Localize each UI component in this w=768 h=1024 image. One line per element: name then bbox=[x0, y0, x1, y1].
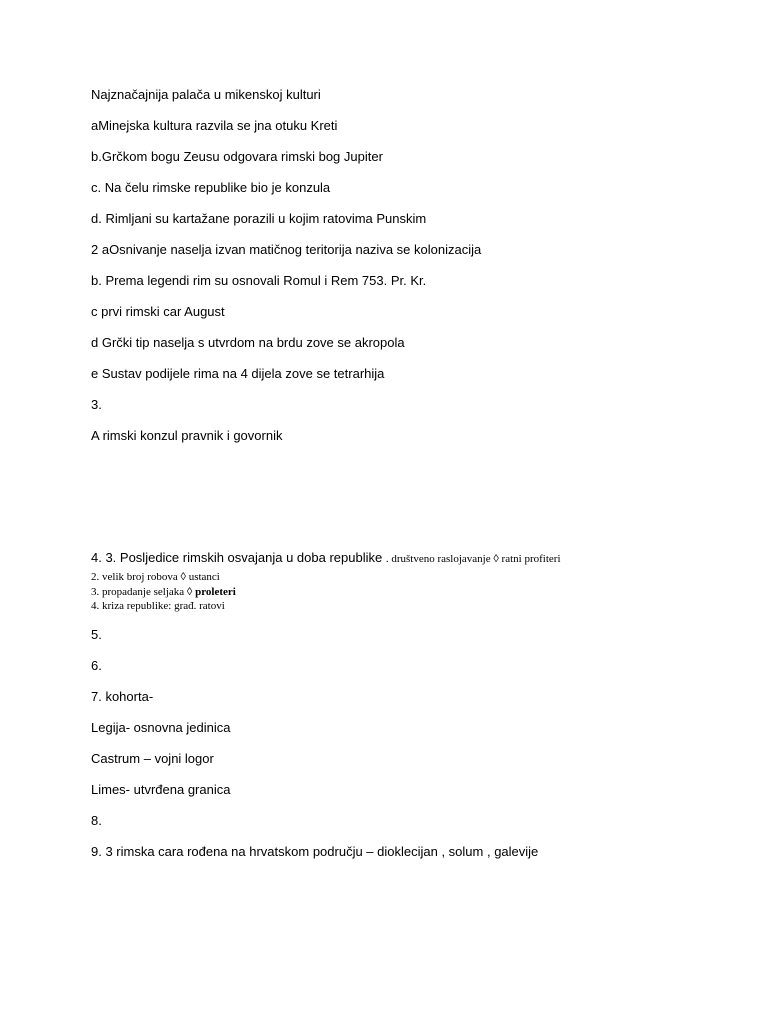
text-line: Limes- utvrđena granica bbox=[91, 782, 231, 797]
text-line: Legija- osnovna jedinica bbox=[91, 720, 231, 735]
text-line: b. Prema legendi rim su osnovali Romul i Rem 753. Pr. Kr. bbox=[91, 273, 427, 288]
question-4-item-text: 3. propadanje seljaka ◊ bbox=[91, 586, 196, 598]
text-line: c. Na čelu rimske republike bio je konzula bbox=[91, 180, 331, 195]
text-line: 8. bbox=[91, 813, 102, 828]
text-line: 6. bbox=[91, 658, 102, 673]
text-line: aMinejska kultura razvila se jna otuku Kreti bbox=[91, 118, 338, 133]
text-line: Najznačajnija palača u mikenskoj kulturi bbox=[91, 87, 321, 102]
text-line: 2 aOsnivanje naselja izvan matičnog teritorija naziva se kolonizacija bbox=[91, 242, 482, 257]
question-4-heading bbox=[91, 550, 561, 566]
text-line: 3. bbox=[91, 397, 102, 412]
text-line: 5. bbox=[91, 627, 102, 642]
question-4-main-text: 4. 3. Posljedice rimskih osvajanja u doba republike bbox=[91, 550, 386, 565]
question-4-item bbox=[91, 585, 236, 599]
text-line: 9. 3 rimska cara rođena na hrvatskom području – dioklecijan , solum , galevije bbox=[91, 844, 539, 859]
text-line: 7. kohorta- bbox=[91, 689, 154, 704]
question-4-item: 2. velik broj robova ◊ ustanci bbox=[91, 571, 220, 583]
question-4-item-bold-text: proleteri bbox=[195, 586, 236, 598]
text-line: d. Rimljani su kartažane porazili u kojim ratovima Punskim bbox=[91, 211, 427, 226]
text-line: d Grčki tip naselja s utvrdom na brdu zove se akropola bbox=[91, 335, 405, 350]
text-line: Castrum – vojni logor bbox=[91, 751, 214, 766]
text-line: b.Grčkom bogu Zeusu odgovara rimski bog Jupiter bbox=[91, 149, 383, 164]
text-line: A rimski konzul pravnik i govornik bbox=[91, 428, 283, 443]
text-line: e Sustav podijele rima na 4 dijela zove se tetrarhija bbox=[91, 366, 385, 381]
text-line: c prvi rimski car August bbox=[91, 304, 225, 319]
question-4-inline-note: . društveno raslojavanje ◊ ratni profiteri bbox=[385, 553, 561, 565]
question-4-item: 4. kriza republike: građ. ratovi bbox=[91, 600, 225, 612]
